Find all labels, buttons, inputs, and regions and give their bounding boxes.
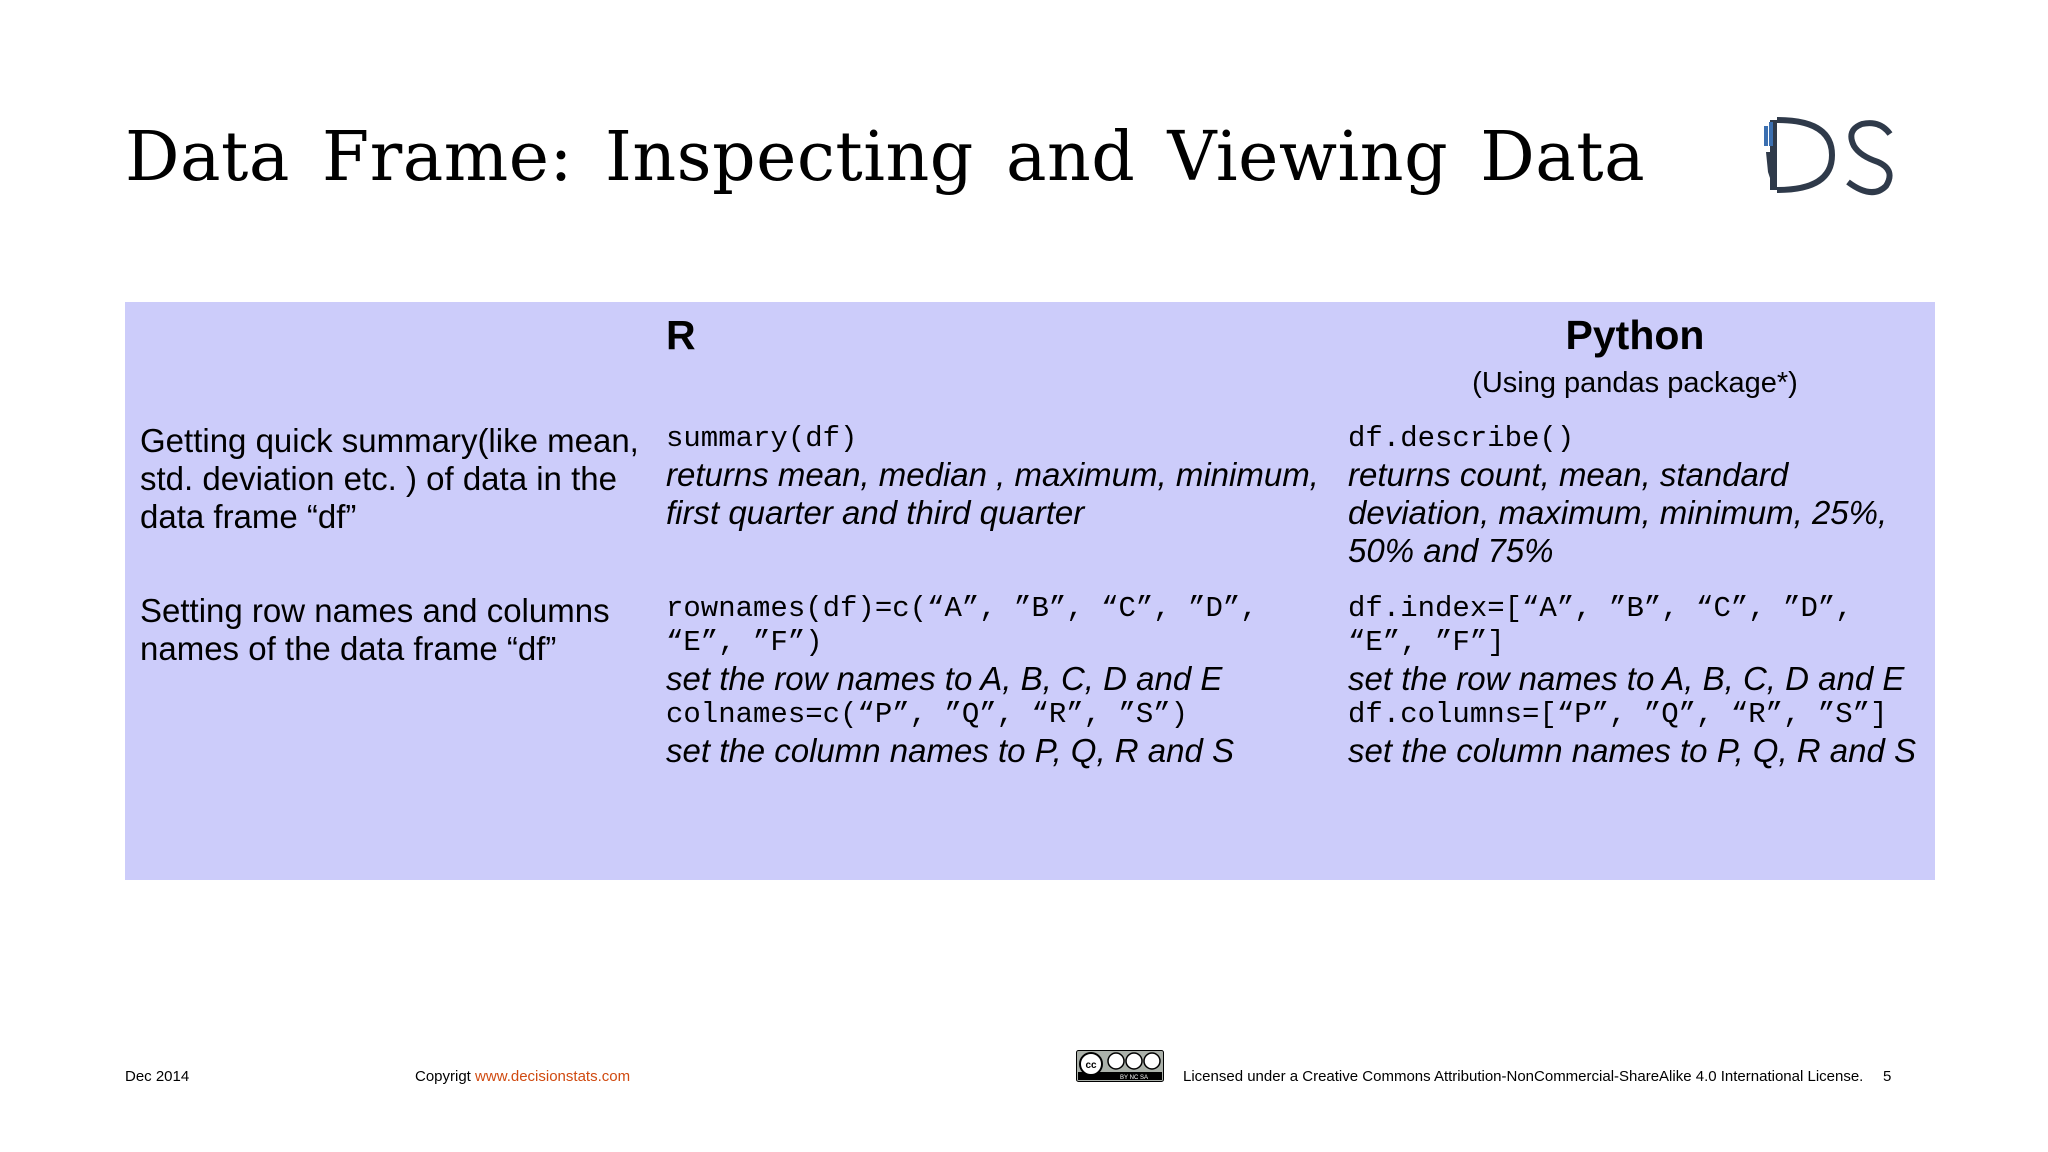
slide-title: Data Frame: Inspecting and Viewing Data (125, 118, 1646, 197)
py-desc-index: set the row names to A, B, C, D and E (1348, 660, 1905, 697)
svg-text:cc: cc (1085, 1060, 1097, 1071)
r-desc-summary: returns mean, median , maximum, minimum, first quarter and third quarter (666, 456, 1319, 531)
footer-date: Dec 2014 (125, 1068, 190, 1085)
column-header-r: R (666, 312, 696, 358)
r-code-rownames: rownames(df)=c(“A”, ”B”, “C”, ”D”, “E”, ”F”) (666, 592, 1258, 659)
footer-copyright (415, 1068, 630, 1085)
r-cell-names (666, 592, 1306, 770)
row-label-names: Setting row names and columns names of the data frame “df” (140, 592, 610, 667)
r-code-summary: summary(df) (666, 422, 858, 455)
python-header-title: Python (1565, 312, 1705, 358)
creative-commons-icon (1076, 1050, 1164, 1082)
footer-license: Licensed under a Creative Commons Attribution-NonCommercial-ShareAlike 4.0 International License. (1183, 1068, 1864, 1085)
column-header-python (1410, 312, 1860, 400)
r-code-colnames: colnames=c(“P”, ”Q”, “R”, ”S”) (666, 698, 1189, 731)
py-code-index: df.index=[“A”, ”B”, “C”, ”D”, “E”, ”F”] (1348, 592, 1853, 659)
py-code-describe: df.describe() (1348, 422, 1575, 455)
r-cell-summary (666, 422, 1326, 532)
py-cell-names (1348, 592, 1928, 770)
py-desc-columns: set the column names to P, Q, R and S (1348, 732, 1917, 769)
row-label-summary: Getting quick summary(like mean, std. deviation etc. ) of data in the data frame “df” (140, 422, 639, 535)
page-number: 5 (1883, 1068, 1892, 1085)
r-desc-colnames: set the column names to P, Q, R and S (666, 732, 1235, 769)
py-desc-describe: returns count, mean, standard deviation, maximum, minimum, 25%, 50% and 75% (1348, 456, 1888, 569)
copyright-link[interactable]: www.decisionstats.com (475, 1068, 631, 1085)
svg-text:DS: DS (1762, 112, 1764, 113)
py-code-columns: df.columns=[“P”, ”Q”, “R”, ”S”] (1348, 698, 1888, 731)
py-cell-summary (1348, 422, 1928, 570)
svg-text:BY NC SA: BY NC SA (1120, 1075, 1148, 1081)
python-header-subtitle: (Using pandas package*) (1472, 367, 1798, 399)
copyright-prefix: Copyrigt (415, 1068, 476, 1085)
ds-logo (1762, 112, 1904, 198)
r-desc-rownames: set the row names to A, B, C, D and E (666, 660, 1223, 697)
